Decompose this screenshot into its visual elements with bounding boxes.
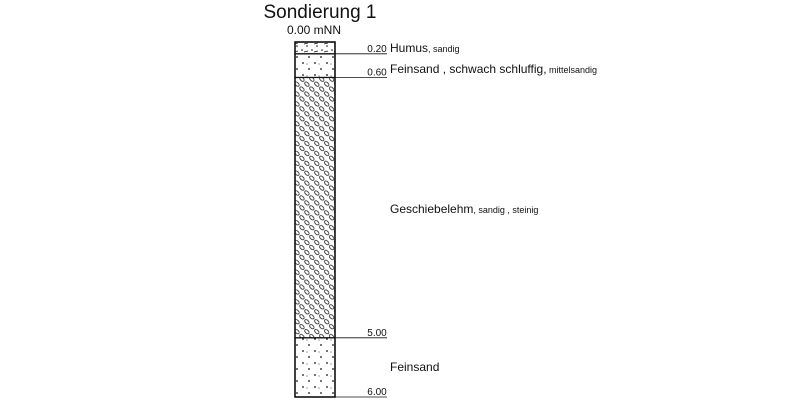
layer-modifiers: mittelsandig [546,65,598,75]
layer-descriptions [390,41,597,374]
layer-name: Geschiebelehm [390,202,474,216]
layer-description-2 [390,62,597,76]
log-title: Sondierung 1 [263,2,377,23]
layer-modifiers: , sandig [428,44,460,54]
layer-1-humus [295,42,335,54]
soil-column [295,42,335,397]
layer-description-1 [390,41,460,55]
layer-name: Feinsand , schwach schluffig, [390,62,547,76]
depth-label-1: 0.20 [367,43,387,55]
layer-description-4 [390,360,439,374]
depth-label-3: 5.00 [367,327,387,339]
depth-label-2: 0.60 [367,67,387,79]
layer-name: Feinsand [390,360,440,374]
layer-2-dots [295,54,335,78]
elevation-label: 0.00 mNN [286,23,342,37]
layer-3-till [295,78,335,338]
layer-4-dots [295,338,335,397]
layer-name: Humus [390,41,429,55]
layer-description-3 [390,202,538,216]
depth-label-4: 6.00 [367,387,387,398]
depth-markers [335,44,387,398]
layer-modifiers: , sandig , steinig [473,205,539,215]
